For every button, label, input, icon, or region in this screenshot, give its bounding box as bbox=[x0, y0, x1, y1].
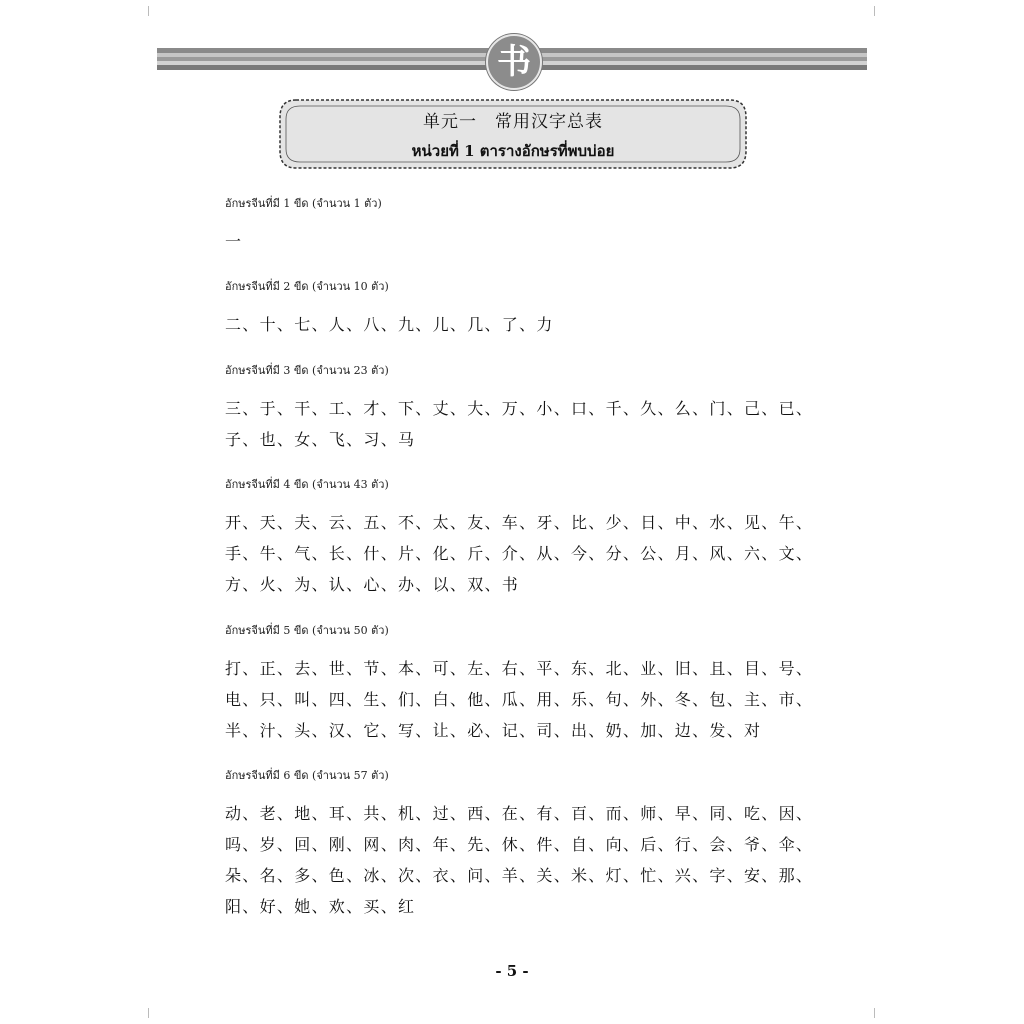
stroke-1-section bbox=[225, 196, 805, 257]
stroke-4-section bbox=[225, 477, 814, 600]
character-line: 方、火、为、认、心、办、以、双、书 bbox=[225, 575, 520, 594]
character-line: 开、天、夫、云、五、不、太、友、车、牙、比、少、日、中、水、见、午、 bbox=[225, 513, 814, 532]
page-number: - 5 - bbox=[495, 962, 529, 980]
crop-mark-top-left bbox=[148, 6, 159, 16]
character-line: 电、只、叫、四、生、们、白、他、瓜、用、乐、句、外、冬、包、主、市、 bbox=[225, 690, 814, 709]
character-line: 手、牛、气、长、什、片、化、斤、介、从、今、分、公、月、风、六、文、 bbox=[225, 544, 814, 563]
section-label: อักษรจีนที่มี 4 ขีด (จำนวน 43 ตัว) bbox=[225, 478, 389, 491]
stroke-2-section bbox=[225, 279, 805, 340]
crop-mark-bottom-left bbox=[148, 1008, 159, 1018]
stroke-5-section bbox=[225, 623, 814, 746]
character-line: 半、汁、头、汉、它、写、让、必、记、司、出、奶、加、边、发、对 bbox=[225, 721, 762, 740]
section-label: อักษรจีนที่มี 2 ขีด (จำนวน 10 ตัว) bbox=[225, 280, 389, 293]
unit-title: 单元一 常用汉字总表 bbox=[423, 112, 603, 132]
unit-subtitle: หน่วยที่ 1 ตารางอักษรที่พบบ่อย bbox=[411, 142, 615, 160]
section-label: อักษรจีนที่มี 1 ขีด (จำนวน 1 ตัว) bbox=[225, 197, 382, 210]
section-label: อักษรจีนที่มี 6 ขีด (จำนวน 57 ตัว) bbox=[225, 769, 389, 782]
character-line: 阳、好、她、欢、买、红 bbox=[225, 897, 416, 916]
character-line: 朵、名、多、色、冰、次、衣、问、羊、关、米、灯、忙、兴、字、安、那、 bbox=[225, 866, 814, 885]
stroke-6-section bbox=[225, 768, 814, 922]
title-banner bbox=[276, 97, 750, 171]
book-logo-icon: 书 bbox=[486, 34, 542, 90]
character-line: 吗、岁、回、刚、网、肉、年、先、休、件、自、向、后、行、会、爷、伞、 bbox=[225, 835, 814, 854]
section-label: อักษรจีนที่มี 5 ขีด (จำนวน 50 ตัว) bbox=[225, 624, 389, 637]
character-line: 一 bbox=[225, 232, 243, 251]
character-line: 动、老、地、耳、共、机、过、西、在、有、百、而、师、早、同、吃、因、 bbox=[225, 804, 814, 823]
stroke-3-section bbox=[225, 363, 814, 455]
character-line: 三、于、干、工、才、下、丈、大、万、小、口、千、久、么、门、己、已、 bbox=[225, 399, 814, 418]
crop-mark-top-right bbox=[874, 6, 885, 16]
crop-mark-bottom-right bbox=[874, 1008, 885, 1018]
section-label: อักษรจีนที่มี 3 ขีด (จำนวน 23 ตัว) bbox=[225, 364, 389, 377]
character-line: 二、十、七、人、八、九、儿、几、了、力 bbox=[225, 315, 554, 334]
character-line: 子、也、女、飞、习、马 bbox=[225, 430, 416, 449]
character-line: 打、正、去、世、节、本、可、左、右、平、东、北、业、旧、且、目、号、 bbox=[225, 659, 814, 678]
